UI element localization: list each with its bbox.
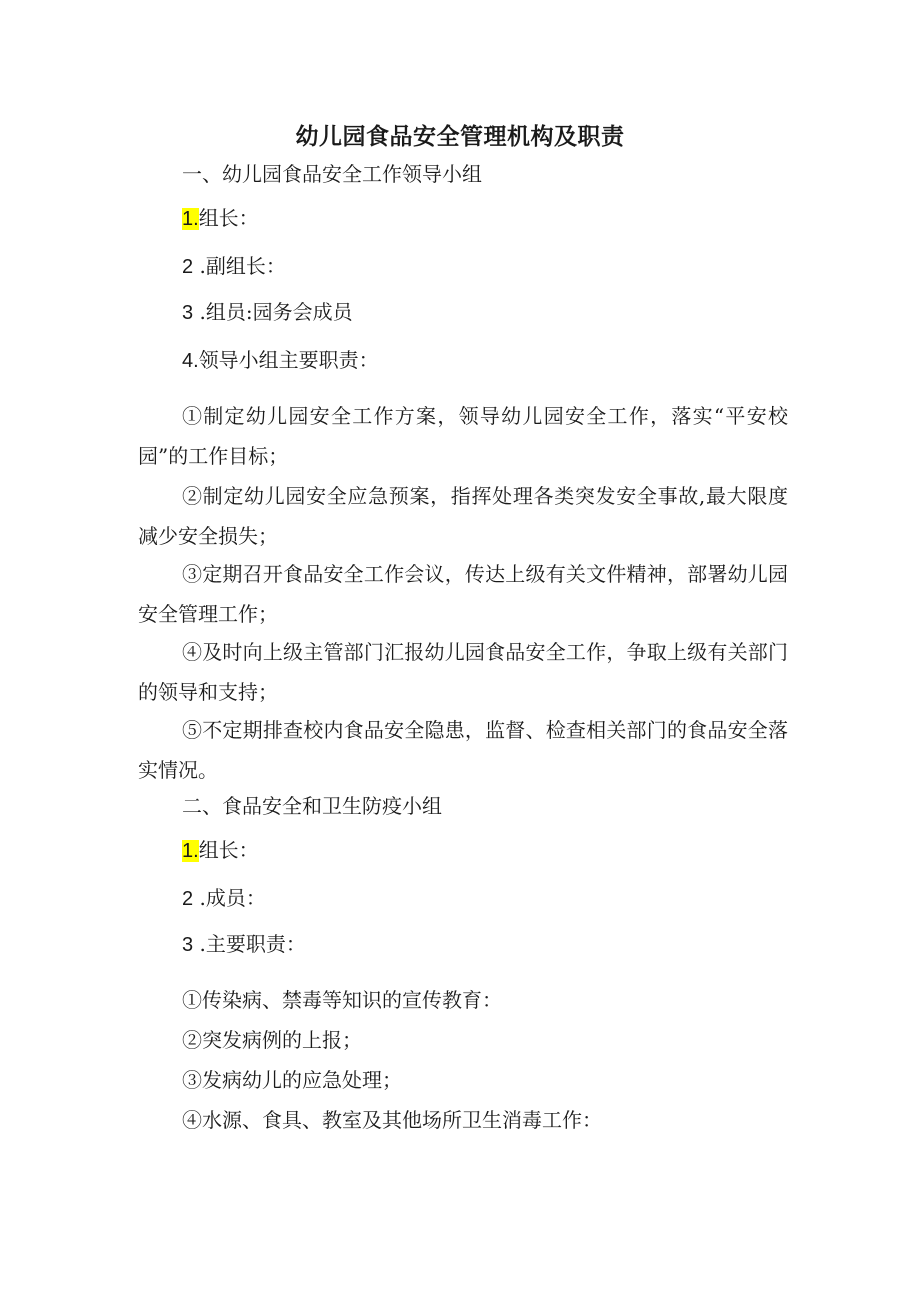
highlighted-number: 1.	[182, 208, 199, 230]
section2-item-duties	[182, 930, 306, 959]
duty-list-item: ④水源、食具、教室及其他场所卫生消毒工作：	[182, 1108, 602, 1132]
item-number: 3	[182, 302, 194, 324]
section1-item-duties	[182, 346, 379, 375]
section1-item-deputy	[182, 252, 286, 281]
item-label: .成员：	[199, 886, 266, 910]
duty-paragraph: ①制定幼儿园安全工作方案，领导幼儿园安全工作，落实“平安校园”的工作目标；	[138, 404, 788, 468]
item-number: 2	[182, 256, 194, 278]
item-number: 4.	[182, 350, 199, 372]
item-label: 组长：	[198, 838, 259, 862]
item-label: .组员:园务会成员	[199, 300, 353, 324]
duty-paragraph: ⑤不定期排查校内食品安全隐患，监督、检查相关部门的食品安全落实情况。	[138, 718, 788, 782]
section1-item-leader	[182, 204, 259, 233]
duty-list-item: ③发病幼儿的应急处理；	[182, 1068, 402, 1092]
item-label: .主要职责：	[199, 932, 306, 956]
duty-list-item: ②突发病例的上报；	[182, 1028, 362, 1052]
duty-list-item: ①传染病、禁毒等知识的宣传教育：	[182, 988, 502, 1012]
section2-heading: 二、食品安全和卫生防疫小组	[182, 794, 442, 818]
duty-paragraph: ③定期召开食品安全工作会议，传达上级有关文件精神，部署幼儿园安全管理工作；	[138, 562, 788, 626]
section1-heading: 一、幼儿园食品安全工作领导小组	[182, 162, 482, 186]
section2-item-leader	[182, 836, 259, 865]
item-label: .副组长：	[199, 254, 286, 278]
document-title: 幼儿园食品安全管理机构及职责	[295, 124, 625, 150]
section2-item-members	[182, 884, 266, 913]
item-number: 3	[182, 934, 194, 956]
highlighted-number: 1.	[182, 840, 199, 862]
item-label: 组长：	[198, 206, 259, 230]
item-label: 领导小组主要职责：	[198, 348, 379, 372]
duty-paragraph: ④及时向上级主管部门汇报幼儿园食品安全工作，争取上级有关部门的领导和支持；	[138, 640, 788, 704]
section1-item-members	[182, 298, 353, 327]
duty-paragraph: ②制定幼儿园安全应急预案，指挥处理各类突发安全事故,最大限度减少安全损失；	[138, 484, 788, 548]
item-number: 2	[182, 888, 194, 910]
